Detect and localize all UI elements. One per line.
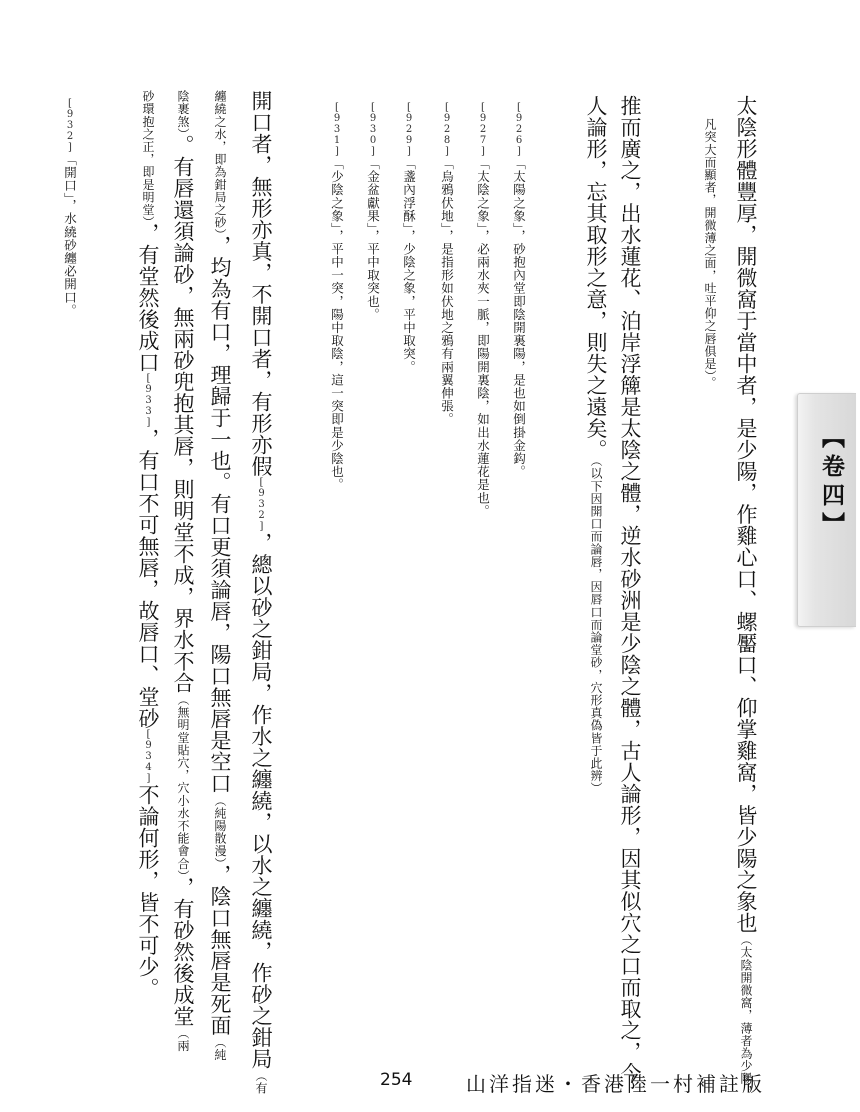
main-text: 開口者，無形亦真，不開口者，有形亦假: [249, 90, 273, 477]
footnote-ref: [934]: [143, 729, 154, 785]
main-text: 。有唇還須論砂，無兩砂兜抱其唇，則明堂不成，界水不合: [171, 134, 195, 694]
footnote-number: [929]: [403, 102, 415, 157]
footnote-text: 「盞內浮酥」，少陰之象，平中取突。: [401, 157, 417, 374]
text-column-7: [172, 90, 193, 1052]
footnote-number: [931]: [331, 102, 343, 157]
annotation-text: （以下因開口而論唇，因唇口而論堂砂，穴形真偽皆于此辨）: [589, 460, 603, 795]
text-column-8: [137, 90, 158, 999]
footnote-ref: [932]: [256, 477, 267, 532]
footnote-927: [476, 102, 489, 518]
main-text: ，總以砂之鉗局，作水之纏繞，以水之纏繞，作砂之鉗局: [249, 532, 273, 1070]
annotation-text: 凡突大而顯者，開微薄之面，吐平仰之唇俱是）。: [703, 118, 717, 390]
footnote-text: 「金盆獻果」，平中取突也。: [365, 157, 381, 322]
main-text: ，均為有口，理歸于一也。有口更須論唇，陽口無唇是空口: [208, 235, 232, 795]
footnote-number: [928]: [441, 102, 453, 157]
text-column-4: [585, 95, 606, 795]
footnote-number: [926]: [513, 102, 525, 157]
text-column-3: [619, 95, 640, 1084]
footnote-text: 「太陰之象」，必兩水夾一脈，即陽開裏陰，如出水蓮花是也。: [475, 157, 491, 518]
annotation-text: （太陰開微窩，薄者為少陽，: [739, 933, 753, 1098]
footnote-926: [512, 102, 525, 478]
footnote-932: [63, 98, 76, 317]
main-text: ，陰口無唇是死面: [208, 863, 232, 1036]
annotation-text: （有: [254, 1069, 268, 1095]
footnote-ref: [933]: [143, 373, 154, 429]
footnote-number: [927]: [477, 102, 489, 157]
footnote-929: [402, 102, 415, 373]
main-text: 人論形，忘其取形之意，則失之遠矣。: [584, 95, 608, 461]
main-text: 推而廣之，出水蓮花、泊岸浮簰是太陰之體，逆水砂洲是少陰之體，古人論形，因其似穴之口而取之，今: [618, 95, 642, 1084]
section-tab-label: 【卷四】: [818, 425, 845, 541]
footnote-928: [440, 102, 453, 426]
main-text: ，有堂然後成口: [136, 222, 160, 374]
main-text: ，有砂然後成堂: [171, 876, 195, 1027]
footnote-number: [930]: [367, 102, 379, 157]
text-column-1: [735, 95, 756, 1097]
annotation-text: 陰裹煞）: [176, 90, 190, 135]
annotation-text: （純: [213, 1035, 227, 1062]
text-column-6: [209, 90, 230, 1061]
annotation-text: （純陽散漫）: [213, 794, 227, 864]
main-text: 不論何形，皆不可少。: [136, 784, 160, 1000]
footnote-text: 「少陰之象」，平中一突，陽中取陰，這一突即是少陰也。: [329, 157, 345, 492]
running-title: 山洋指迷・香港陸一村補註版: [466, 1072, 765, 1096]
footnote-text: 「太陽之象」，砂抱內堂即陰開裏陽，是也如倒掛金鈎。: [511, 157, 527, 479]
text-column-2: [704, 118, 716, 389]
annotation-text: 砂環抱之正，即是明堂）: [141, 90, 155, 223]
page-number: 254: [380, 1070, 413, 1090]
text-column-5: [250, 90, 271, 1095]
footnote-text: 「開口」，水繞砂纏必開口。: [62, 153, 78, 318]
footnote-931: [330, 102, 343, 491]
annotation-text: 纏繞之水，即為鉗局之砂）: [213, 90, 227, 236]
main-text: 太陰形體豐厚，開微窩于當中者，是少陽，作雞心口、螺靨口、仰掌雞窩，皆少陽之象也: [734, 95, 758, 934]
annotation-text: （兩: [176, 1026, 190, 1053]
footnote-930: [366, 102, 379, 321]
main-text: ，有口不可無唇，故唇口、堂砂: [136, 428, 160, 730]
annotation-text: （無明堂貼穴，穴小水不能會合）: [176, 693, 190, 877]
footnote-number: [932]: [64, 98, 76, 153]
footnote-text: 「烏鴉伏地」，是指形如伏地之鴉有兩翼伸張。: [439, 157, 455, 426]
